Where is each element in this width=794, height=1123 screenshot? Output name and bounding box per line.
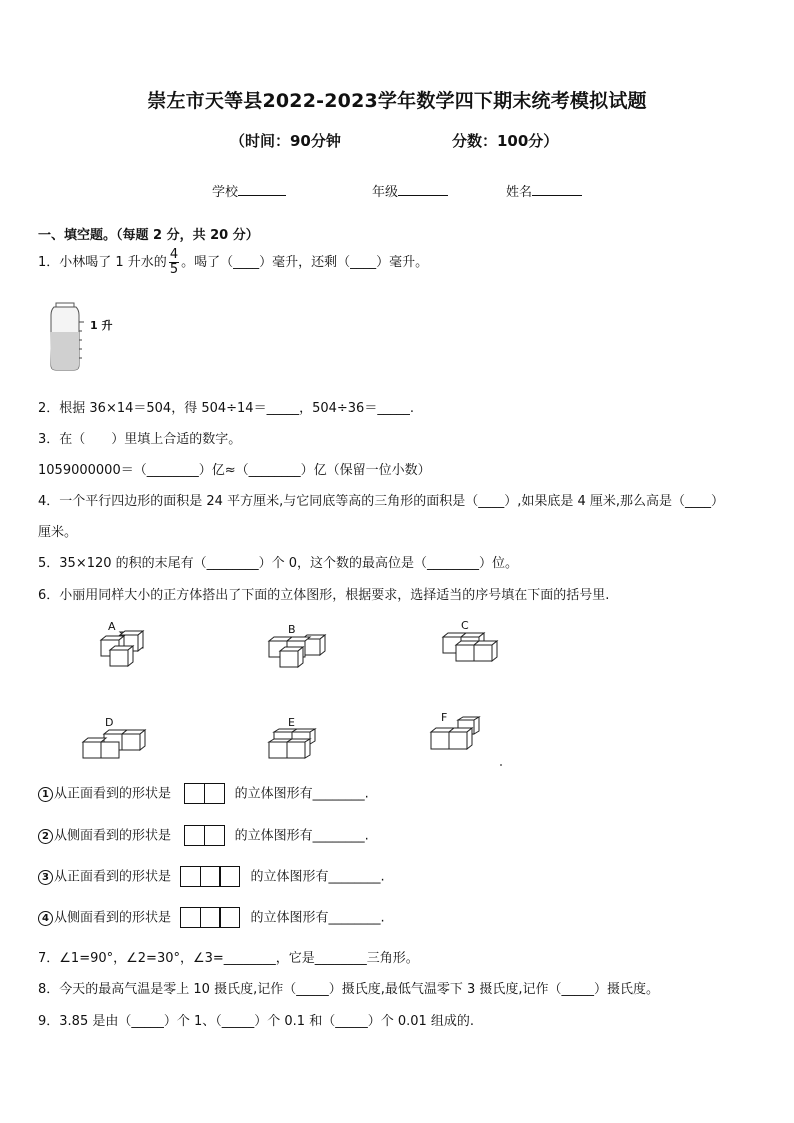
q6-item-answer: 的立体图形有________.: [234, 828, 369, 844]
question-2: 2．根据 36×14＝504，得 504÷14＝_____，504÷36＝_____.: [38, 401, 414, 416]
q6-item-1: [38, 783, 369, 806]
exam-score: 分数：100分）: [452, 132, 559, 150]
cube-figure-c: [442, 631, 502, 665]
q6-item-4: [38, 907, 385, 930]
figure-label-f: F: [441, 711, 448, 724]
shape-3-squares: [181, 866, 240, 888]
question-7: 7．∠1=90°，∠2=30°，∠3=________，它是________三角形。: [38, 951, 419, 966]
figure-label-e: E: [288, 716, 295, 729]
q1-suffix: 。喝了（____）毫升，还剩（____）毫升。: [181, 255, 429, 270]
school-label: 学校: [212, 185, 239, 200]
circled-number: 4: [38, 911, 53, 926]
question-3-line2: 1059000000＝（________）亿≈（________）亿（保留一位小数）: [38, 463, 431, 478]
figure-label-d: D: [105, 716, 114, 729]
cube-figure-b: [268, 633, 332, 669]
question-4: 4．一个平行四边形的面积是 24 平方厘米,与它同底等高的三角形的面积是（____）,如果底是 4 厘米,那么高是（____）: [38, 494, 725, 509]
figure-label-c: C: [461, 619, 469, 632]
question-5: 5．35×120 的积的末尾有（________）个 0，这个数的最高位是（________）位。: [38, 556, 519, 571]
question-1: [38, 248, 428, 277]
name-field: [506, 181, 582, 200]
q6-item-3: [38, 866, 385, 889]
circled-number: 1: [38, 787, 53, 802]
shape-3-squares: [181, 907, 240, 929]
cube-figure-a: [98, 630, 158, 670]
grade-label: 年级: [372, 185, 399, 200]
q6-item-text: 从正面看到的形状是: [54, 869, 172, 885]
circled-number: 2: [38, 829, 53, 844]
shape-2-squares: [185, 825, 225, 847]
page-title: 崇左市天等县2022-2023学年数学四下期末统考模拟试题: [147, 90, 647, 112]
question-4-line2: 厘米。: [38, 525, 78, 540]
question-6: 6．小丽用同样大小的正方体搭出了下面的立体图形，根据要求，选择适当的序号填在下面的括号里.: [38, 588, 610, 603]
q6-item-text: 从正面看到的形状是: [54, 786, 172, 802]
q6-item-answer: 的立体图形有________.: [234, 786, 369, 802]
name-label: 姓名: [506, 185, 533, 200]
question-8: 8．今天的最高气温是零上 10 摄氏度,记作（_____）摄氏度,最低气温零下 3 摄氏度,记作（_____）摄氏度。: [38, 982, 660, 997]
q6-item-text: 从侧面看到的形状是: [54, 828, 172, 844]
figure-label-a: A: [108, 620, 116, 633]
shape-2-squares: [185, 783, 225, 805]
name-blank[interactable]: [532, 195, 582, 196]
fraction: [169, 248, 179, 277]
q6-item-answer: 的立体图形有________.: [250, 910, 385, 926]
q6-item-2: [38, 825, 369, 848]
section-heading: 一、填空题。（每题 2 分，共 20 分）: [38, 228, 259, 243]
q6-item-answer: 的立体图形有________.: [250, 869, 385, 885]
bottle-label: 1 升: [90, 319, 113, 332]
fraction-numerator: 4: [169, 247, 179, 262]
circled-number: 3: [38, 870, 53, 885]
q1-prefix: 1．小林喝了 1 升水的: [38, 255, 167, 270]
question-9: 9．3.85 是由（_____）个 1、（_____）个 0.1 和（_____）个 0.01 组成的.: [38, 1014, 475, 1029]
water-bottle-icon: [44, 300, 94, 372]
school-field: [212, 181, 286, 200]
stray-mark: [500, 764, 502, 766]
q6-item-text: 从侧面看到的形状是: [54, 910, 172, 926]
cube-figure-e: [268, 728, 324, 764]
school-blank[interactable]: [238, 195, 286, 196]
figure-label-b: B: [288, 623, 296, 636]
grade-blank[interactable]: [398, 195, 448, 196]
cube-figure-d: [82, 728, 154, 764]
question-3: 3．在（ ）里填上合适的数字。: [38, 432, 242, 447]
exam-time: （时间：90分钟: [230, 132, 341, 150]
grade-field: [372, 181, 448, 200]
cube-figure-f: [430, 716, 490, 756]
fraction-denominator: 5: [169, 262, 179, 277]
